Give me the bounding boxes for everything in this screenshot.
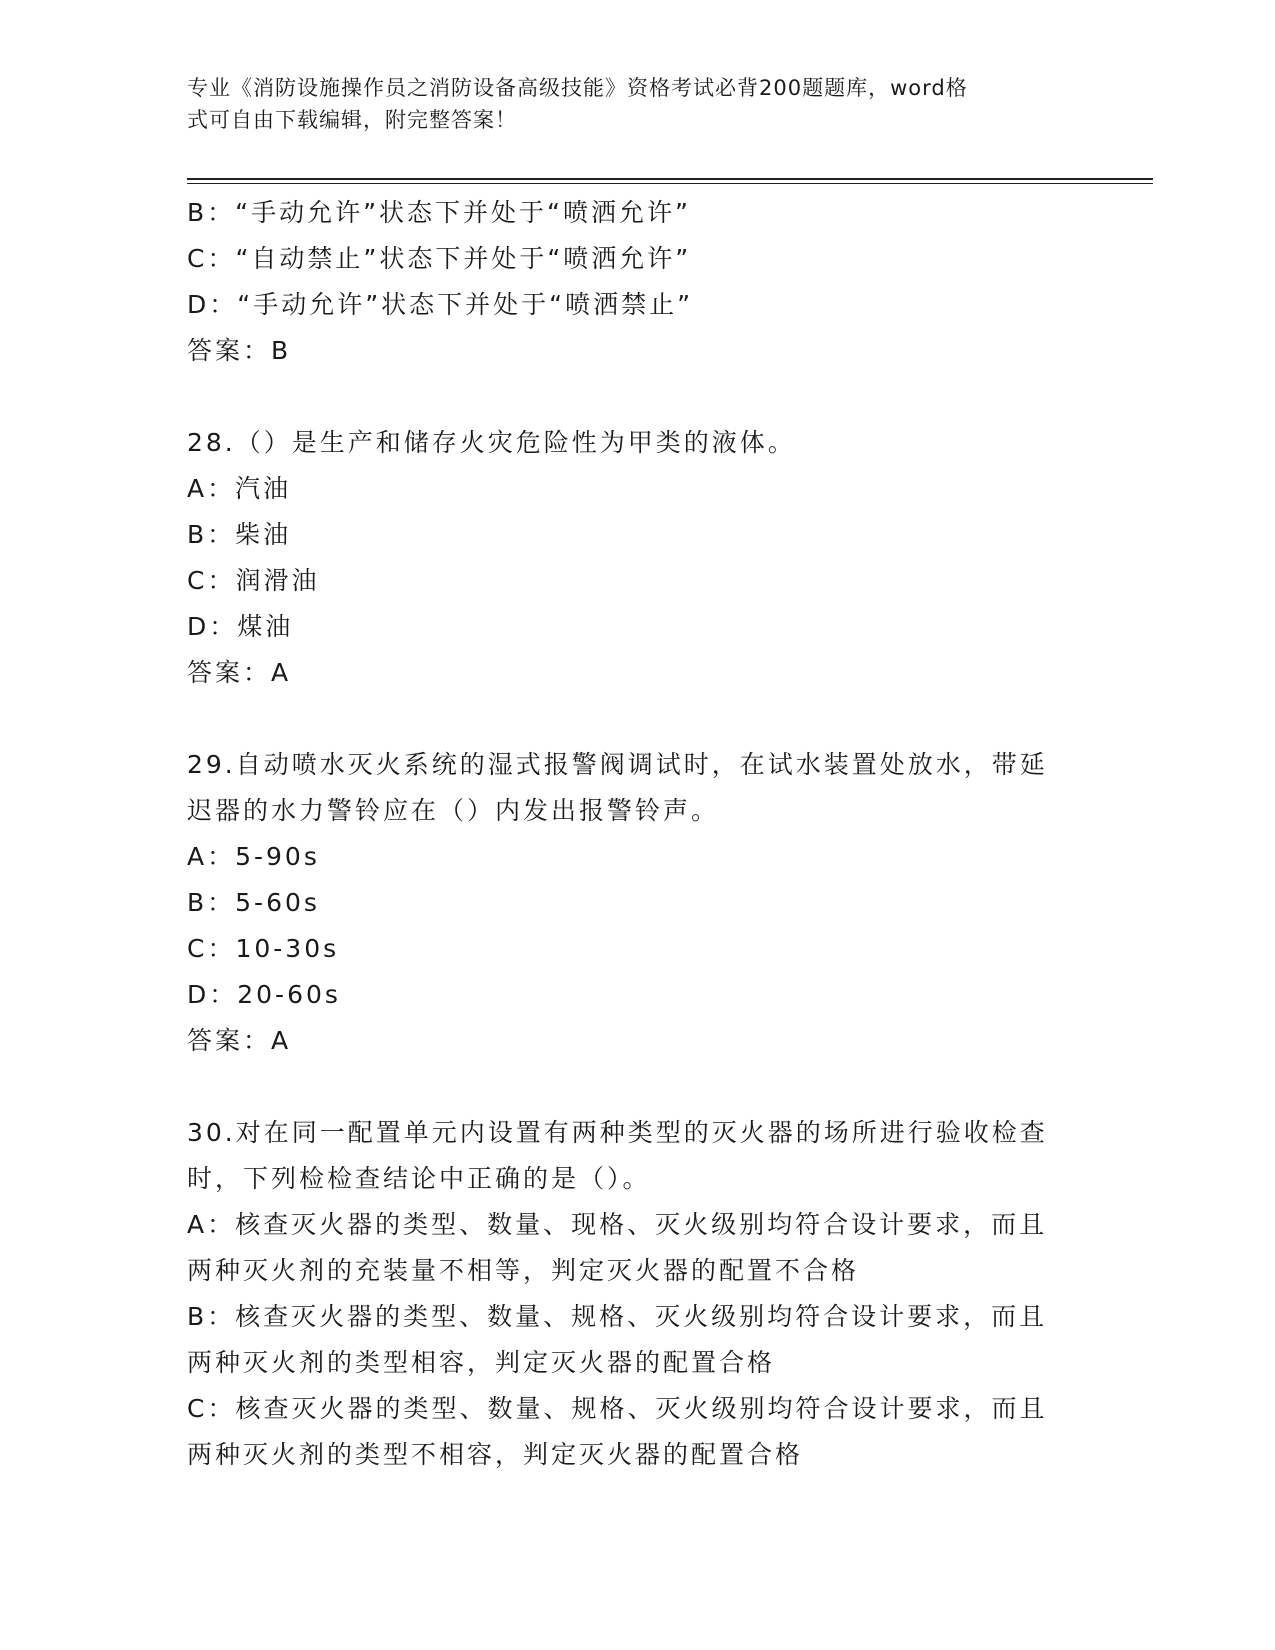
q30-option-b-line-2: 两种灭火剂的类型相容，判定灭火器的配置合格 bbox=[187, 1348, 776, 1377]
q28-answer: 答案：A bbox=[187, 658, 292, 687]
q30-option-a-line-2: 两种灭火剂的充装量不相等，判定灭火器的配置不合格 bbox=[187, 1256, 860, 1285]
q29-option-b: B：5-60s bbox=[187, 888, 320, 917]
header-line-2: 式可自由下载编辑，附完整答案！ bbox=[187, 108, 517, 132]
spacer bbox=[187, 1064, 1087, 1110]
document-header bbox=[187, 72, 1067, 136]
q30-option-c-line-2: 两种灭火剂的类型不相容，判定灭火器的配置合格 bbox=[187, 1440, 804, 1469]
q27-option-c: C：“自动禁止”状态下并处于“喷洒允许” bbox=[187, 244, 692, 273]
q29-question-line-2: 迟器的水力警铃应在（）内发出报警铃声。 bbox=[187, 796, 720, 825]
q29-question-line-1: 29.自动喷水灭火系统的湿式报警阀调试时，在试水装置处放水，带延 bbox=[187, 750, 1048, 779]
header-divider-thin bbox=[187, 183, 1153, 184]
q27-option-b: B：“手动允许”状态下并处于“喷洒允许” bbox=[187, 198, 691, 227]
q29-option-c: C：10-30s bbox=[187, 934, 340, 963]
spacer bbox=[187, 374, 1087, 420]
q27-answer: 答案：B bbox=[187, 336, 292, 365]
question-29-block bbox=[187, 742, 1087, 1064]
header-line-1: 专业《消防设施操作员之消防设备高级技能》资格考试必背200题题库，word格 bbox=[187, 76, 968, 100]
q30-option-a-line-1: A：核查灭火器的类型、数量、现格、灭火级别均符合设计要求，而且 bbox=[187, 1210, 1048, 1239]
question-30-block bbox=[187, 1110, 1087, 1478]
spacer bbox=[187, 696, 1087, 742]
question-28-block bbox=[187, 420, 1087, 696]
q28-option-a: A：汽油 bbox=[187, 474, 292, 503]
q28-option-b: B：柴油 bbox=[187, 520, 292, 549]
q30-question-line-2: 时，下列检检查结论中正确的是（）。 bbox=[187, 1164, 651, 1193]
question-27-block bbox=[187, 190, 1087, 374]
q29-option-a: A：5-90s bbox=[187, 842, 320, 871]
q28-question: 28.（）是生产和储存火灾危险性为甲类的液体。 bbox=[187, 428, 796, 457]
q29-option-d: D：20-60s bbox=[187, 980, 341, 1009]
question-content bbox=[187, 190, 1087, 1478]
q28-option-d: D：煤油 bbox=[187, 612, 294, 641]
q30-option-c-line-1: C：核查灭火器的类型、数量、规格、灭火级别均符合设计要求，而且 bbox=[187, 1394, 1048, 1423]
q30-question-line-1: 30.对在同一配置单元内设置有两种类型的灭火器的场所进行验收检查 bbox=[187, 1118, 1048, 1147]
header-divider-thick bbox=[187, 178, 1153, 180]
q30-option-b-line-1: B：核查灭火器的类型、数量、规格、灭火级别均符合设计要求，而且 bbox=[187, 1302, 1048, 1331]
q29-answer: 答案：A bbox=[187, 1026, 292, 1055]
q27-option-d: D：“手动允许”状态下并处于“喷洒禁止” bbox=[187, 290, 694, 319]
q28-option-c: C：润滑油 bbox=[187, 566, 320, 595]
